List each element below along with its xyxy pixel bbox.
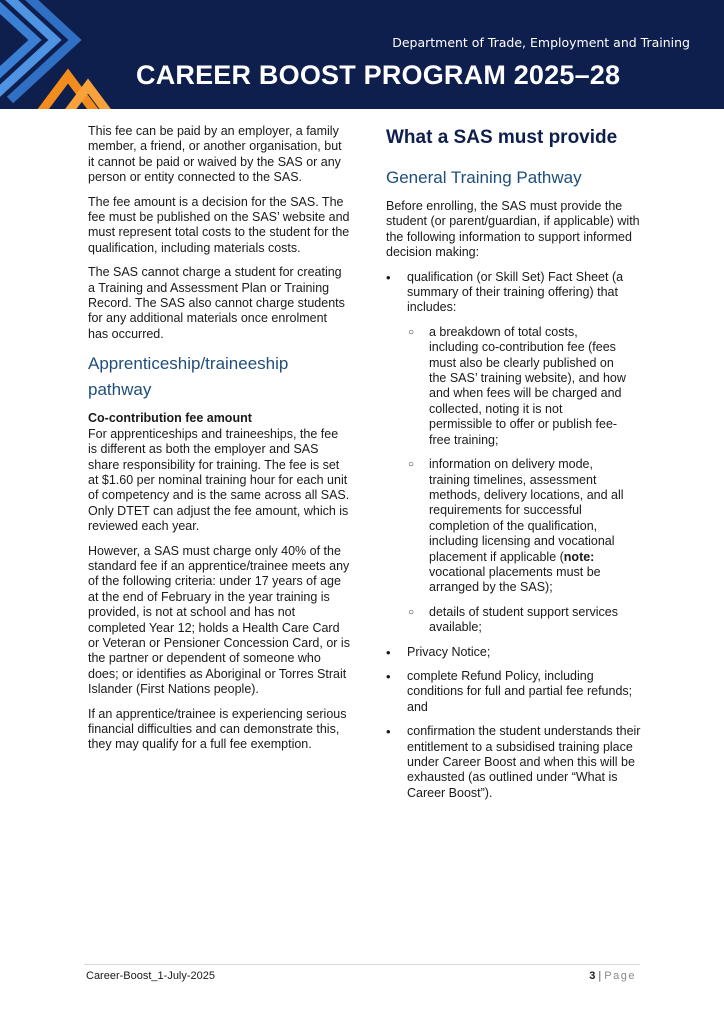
paragraph-concession-criteria: However, a SAS must charge only 40% of the standard fee if an apprentice/trainee meets any of the following criteria: under 17 years of age at the end of February in the year training is provided, is not at school and has not completed Year 12; holds a Health Care Card or Veteran or Pensioner Concession Card, or is the partner or dependent of someone who does; or identifies as Aboriginal or Torres Strait Islander (First Nations people). xyxy=(88,543,350,697)
note-label: note: xyxy=(563,549,595,564)
page-separator: | xyxy=(595,970,605,982)
list-item: • Privacy Notice; xyxy=(386,645,648,660)
left-column xyxy=(88,124,350,762)
sub-list-item: ○ a breakdown of total costs, including co-contribution fee (fees must also be clearly published on the SAS’ training website), and how and when fees will be charged and collected, noting it is not permissible to offer or publish fee-free training; xyxy=(408,325,629,448)
sub-list-text: vocational placements must be arranged by the SAS); xyxy=(429,564,601,595)
page-number: 3 xyxy=(589,970,596,982)
list-item: • qualification (or Skill Set) Fact Sheet (a summary of their training offering) that includes: xyxy=(386,270,648,316)
heading-what-sas-must-provide: What a SAS must provide xyxy=(386,127,618,148)
right-column xyxy=(386,124,648,810)
sub-list-item xyxy=(408,457,629,596)
heading-apprenticeship-pathway: Apprenticeship/traineeship pathway xyxy=(88,354,289,400)
page-header xyxy=(0,0,724,109)
page-title: CAREER BOOST PROGRAM 2025–28 xyxy=(136,60,621,90)
footer-document-name: Career-Boost_1-July-2025 xyxy=(86,970,216,982)
sub-list-text: information on delivery mode, training timelines, assessment methods, delivery locations, and all requirements for successful completion of the qualification, including licensing and vocational placement if applicable ( xyxy=(429,457,624,564)
list-item: • confirmation the student understands their entitlement to a subsidised training place under Career Boost and when this will be exhausted (as outlined under “What is Career Boost”). xyxy=(386,724,648,801)
sub-list-item: ○ details of student support services available; xyxy=(408,605,629,636)
paragraph-before-enrolling: Before enrolling, the SAS must provide the student (or parent/guardian, if applicable) with the following information to support informed decision making: xyxy=(386,199,640,260)
department-name: Department of Trade, Employment and Training xyxy=(392,35,690,50)
footer-page-number xyxy=(589,970,636,982)
heading-general-training-pathway: General Training Pathway xyxy=(386,168,582,187)
paragraph-no-charge: The SAS cannot charge a student for creating a Training and Assessment Plan or Training Record. The SAS also cannot charge students for any additional materials once enrolment has occurred. xyxy=(88,265,345,341)
paragraph-fee-amount: The fee amount is a decision for the SAS. The fee must be published on the SAS’ website and must represent total costs to the student for the qualification, including materials costs. xyxy=(88,194,350,255)
heading-co-contribution-fee: Co-contribution fee amount xyxy=(88,411,252,426)
paragraph-fee-exemption: If an apprentice/trainee is experiencing serious financial difficulties and can demonstrate this, they may qualify for a full fee exemption. xyxy=(88,706,347,752)
page-label: Page xyxy=(604,970,636,982)
footer-divider xyxy=(84,964,640,965)
list-item: • complete Refund Policy, including conditions for full and partial fee refunds; and xyxy=(386,669,648,715)
chevron-logo-graphic xyxy=(0,0,140,109)
paragraph-fee-payment: This fee can be paid by an employer, a family member, a friend, or another organisation, but it cannot be paid or waived by the SAS or any person or entity connected to the SAS. xyxy=(88,124,342,185)
paragraph-apprenticeship-fee: For apprenticeships and traineeships, the fee is different as both the employer and SAS share responsibility for training. The fee is set at $1.60 per nominal training hour for each unit of competency and is the same across all SAS. Only DTET can adjust the fee amount, which is reviewed each year. xyxy=(88,426,350,534)
